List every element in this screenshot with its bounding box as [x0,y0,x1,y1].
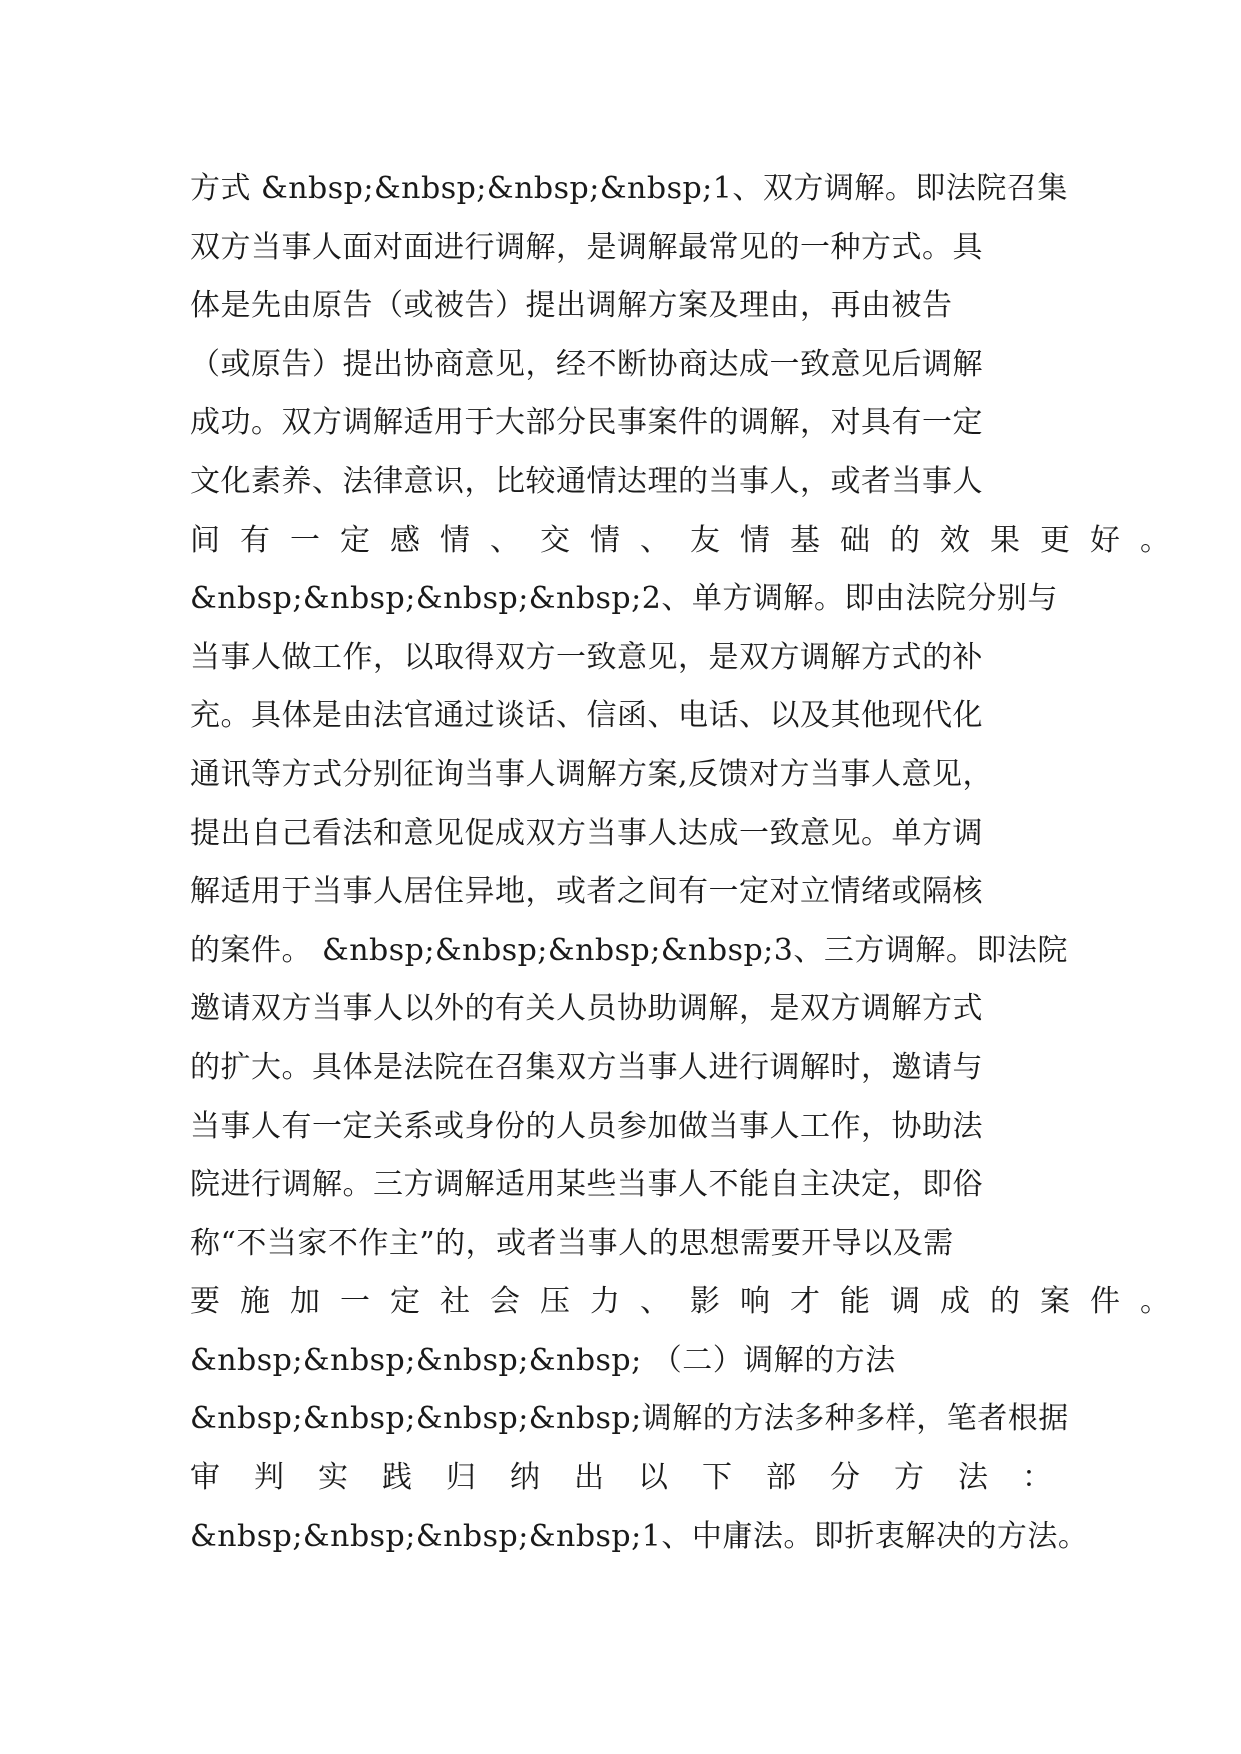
text-line: 成功。双方调解适用于大部分民事案件的调解，对具有一定 [190,405,983,441]
text-line: &nbsp;&nbsp;&nbsp;&nbsp; （二）调解的方法 [190,1342,896,1378]
text-line: &nbsp;&nbsp;&nbsp;&nbsp;2、单方调解。即由法院分别与 [190,581,1058,617]
text-line: 的扩大。具体是法院在召集双方当事人进行调解时，邀请与 [190,1049,983,1085]
text-line: 充。具体是由法官通过谈话、信函、电话、以及其他现代化 [190,698,983,734]
text-line: 的案件。 &nbsp;&nbsp;&nbsp;&nbsp;3、三方调解。即法院 [190,932,1068,968]
text-line: 提出自己看法和意见促成双方当事人达成一致意见。单方调 [190,815,983,851]
text-line: 称“不当家不作主”的，或者当事人的思想需要开导以及需 [190,1225,954,1261]
text-line: 邀请双方当事人以外的有关人员协助调解，是双方调解方式 [190,991,983,1027]
text-line: 体是先由原告（或被告）提出调解方案及理由，再由被告 [190,288,953,324]
text-line: 解适用于当事人居住异地，或者之间有一定对立情绪或隔核 [190,874,983,910]
text-line: 文化素养、法律意识，比较通情达理的当事人，或者当事人 [190,463,983,499]
text-line: &nbsp;&nbsp;&nbsp;&nbsp;1、中庸法。即折衷解决的方法。 [190,1518,1089,1554]
text-line: &nbsp;&nbsp;&nbsp;&nbsp;调解的方法多种多样，笔者根据 [190,1401,1069,1437]
text-line: 通讯等方式分别征询当事人调解方案,反馈对方当事人意见， [190,756,994,792]
text-line: 当事人有一定关系或身份的人员参加做当事人工作，协助法 [190,1108,983,1144]
text-line: 审判实践归纳出以下部分方法： [190,1460,1086,1496]
text-line: （或原告）提出协商意见，经不断协商达成一致意见后调解 [190,346,983,382]
text-line: 当事人做工作，以取得双方一致意见，是双方调解方式的补 [190,639,983,675]
text-line: 院进行调解。三方调解适用某些当事人不能自主决定，即俗 [190,1167,983,1203]
text-line: 间有一定感情、交情、友情基础的效果更好。 [190,522,1190,558]
text-line: 要施加一定社会压力、影响才能调成的案件。 [190,1284,1190,1320]
body-text [190,160,1190,1566]
text-line: 方式 &nbsp;&nbsp;&nbsp;&nbsp;1、双方调解。即法院召集 [190,171,1068,206]
text-line: 双方当事人面对面进行调解，是调解最常见的一种方式。具 [190,229,983,265]
